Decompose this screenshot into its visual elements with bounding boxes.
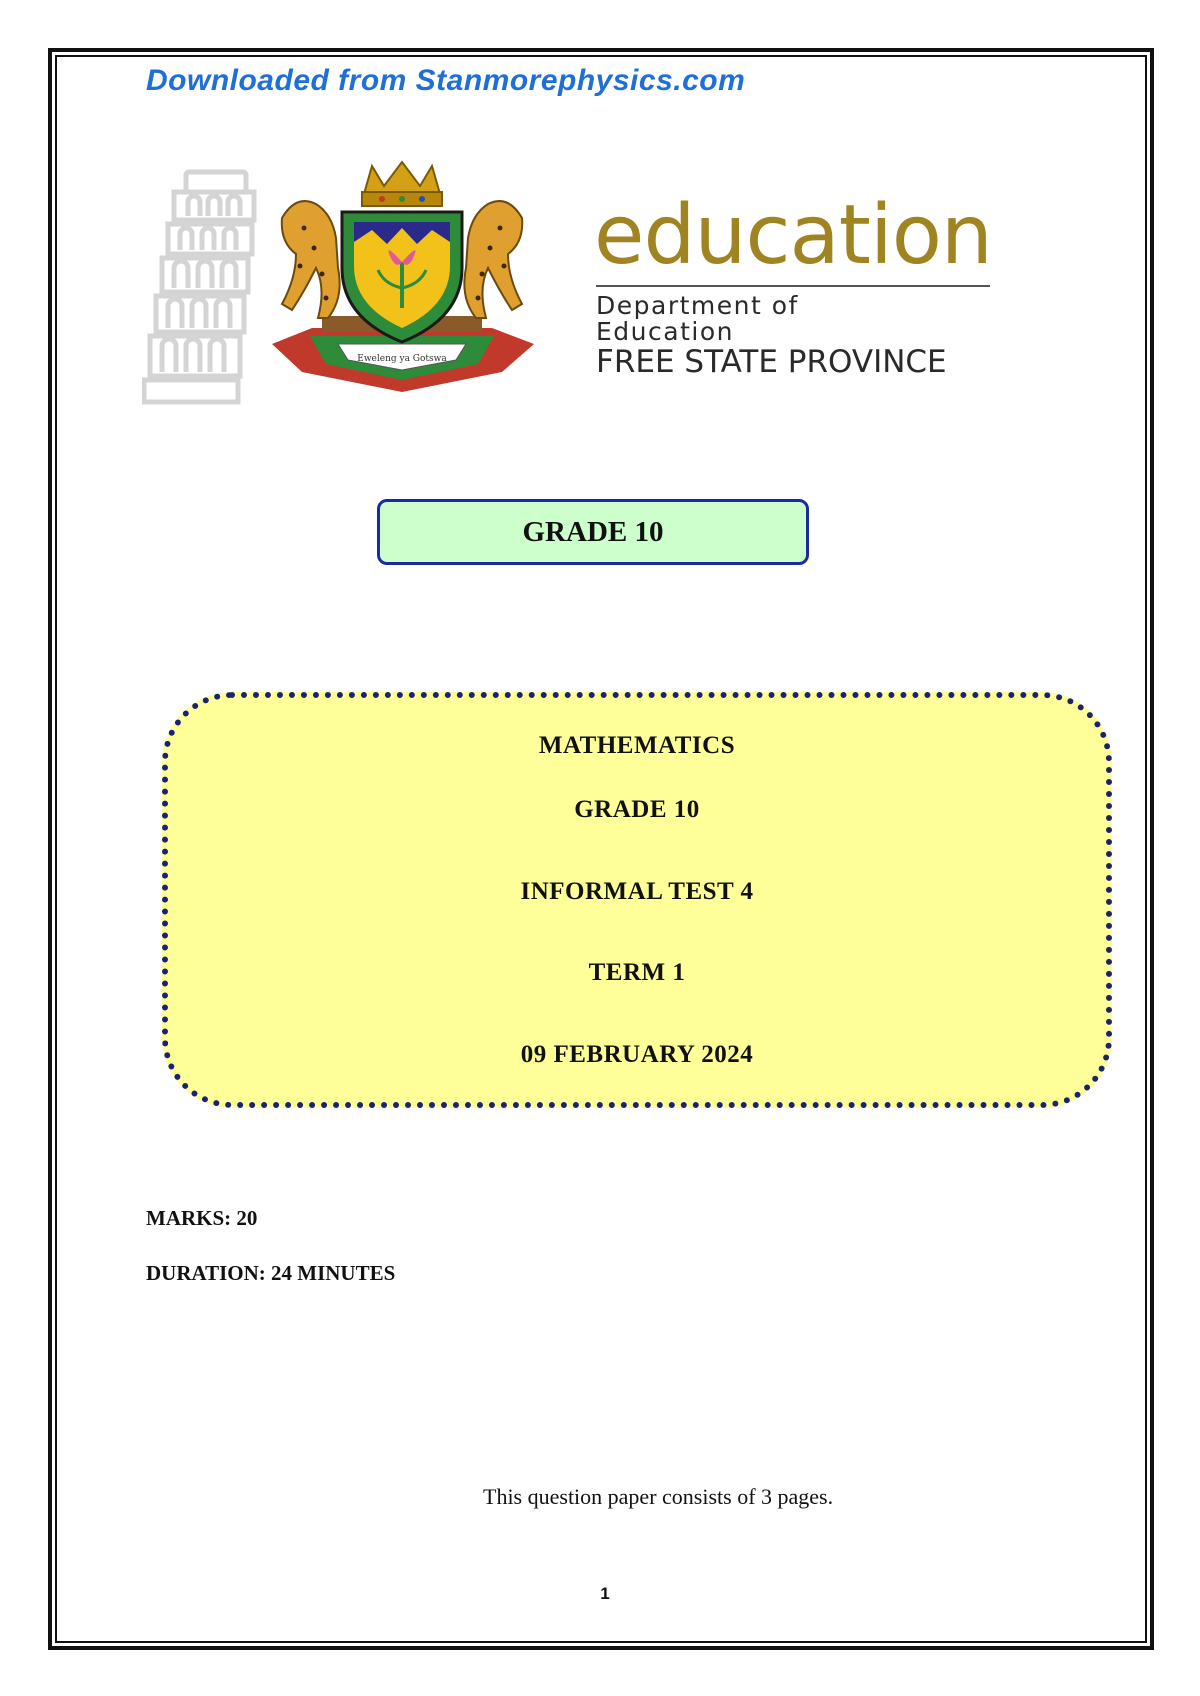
exam-date: 09 FEBRUARY 2024 bbox=[520, 1041, 754, 1068]
test-title: INFORMAL TEST 4 bbox=[520, 878, 754, 905]
grade-title: GRADE 10 bbox=[574, 796, 700, 823]
marks-label: MARKS: 20 bbox=[146, 1206, 258, 1230]
crest-motto: Eweleng ya Gotswa bbox=[357, 354, 447, 364]
logo-rule bbox=[596, 285, 990, 287]
exam-info-box bbox=[162, 692, 1112, 1108]
education-logo bbox=[594, 188, 994, 388]
grade-banner: GRADE 10 bbox=[377, 499, 809, 565]
logo-word: education bbox=[594, 188, 992, 283]
page-number: 1 bbox=[600, 1584, 610, 1603]
duration-label: DURATION: 24 MINUTES bbox=[146, 1261, 396, 1285]
pages-note: This question paper consists of 3 pages. bbox=[483, 1484, 834, 1509]
subject-title: MATHEMATICS bbox=[538, 732, 736, 759]
logo-province: FREE STATE PROVINCE bbox=[596, 344, 947, 380]
logo-department-2: Education bbox=[596, 317, 734, 346]
term-title: TERM 1 bbox=[588, 959, 686, 986]
coat-of-arms-icon bbox=[252, 158, 552, 398]
logo-department: Department of bbox=[596, 291, 799, 320]
download-banner: Downloaded from Stanmorephysics.com bbox=[146, 64, 746, 97]
